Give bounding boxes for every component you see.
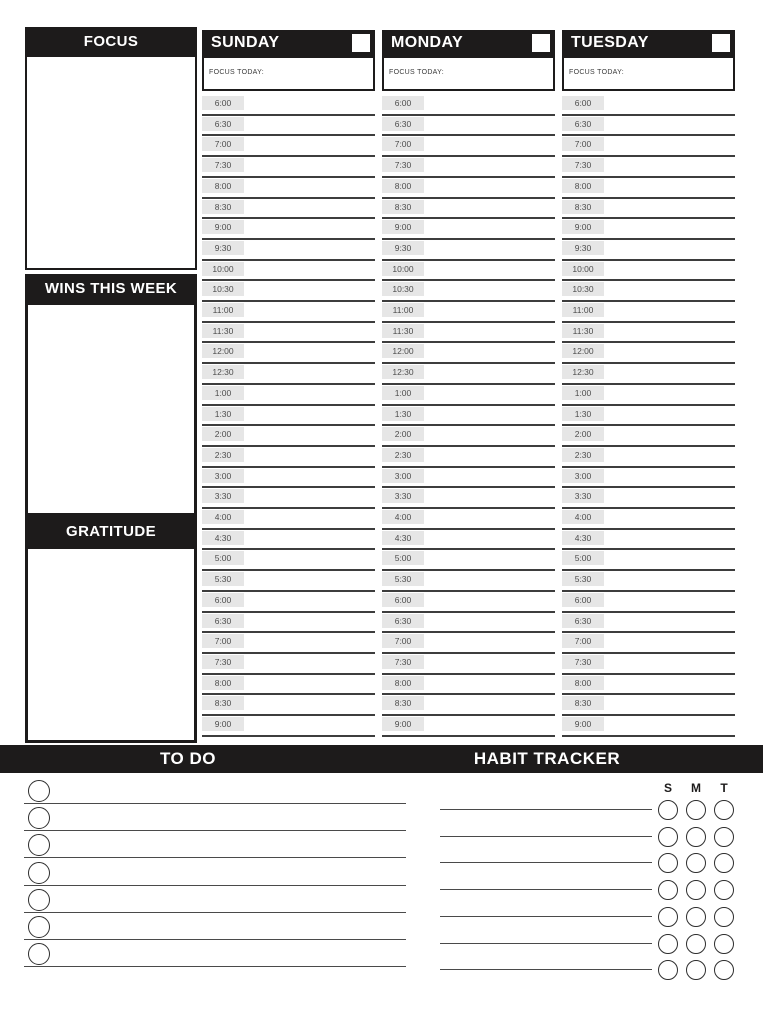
- day-header: [382, 30, 555, 56]
- time-slot-list: [382, 95, 555, 737]
- time-slot[interactable]: [202, 695, 375, 716]
- time-slot[interactable]: [562, 261, 735, 282]
- time-label: 1:00: [382, 386, 424, 400]
- time-slot[interactable]: [202, 509, 375, 530]
- gratitude-section-header: [25, 516, 197, 546]
- habit-day-initial-t: T: [720, 781, 728, 795]
- time-label: 9:00: [562, 717, 604, 731]
- time-label: 6:00: [202, 593, 244, 607]
- time-slot[interactable]: [562, 302, 735, 323]
- todo-checkbox-circle[interactable]: [28, 916, 50, 938]
- time-label: 6:30: [382, 117, 424, 131]
- time-label: 6:30: [562, 614, 604, 628]
- time-slot[interactable]: [202, 716, 375, 737]
- time-slot[interactable]: [202, 240, 375, 261]
- habit-check-circle-t[interactable]: [714, 960, 734, 980]
- time-label: 2:00: [562, 427, 604, 441]
- time-label: 8:00: [562, 676, 604, 690]
- habit-entry-line[interactable]: [440, 809, 652, 810]
- time-label: 3:30: [382, 489, 424, 503]
- time-label: 7:30: [562, 655, 604, 669]
- time-slot[interactable]: [202, 261, 375, 282]
- habit-check-circle-m[interactable]: [686, 907, 706, 927]
- time-slot[interactable]: [562, 550, 735, 571]
- time-slot[interactable]: [562, 323, 735, 344]
- time-slot[interactable]: [202, 178, 375, 199]
- habit-check-circle-s[interactable]: [658, 960, 678, 980]
- time-label: 6:30: [382, 614, 424, 628]
- time-label: 9:00: [382, 717, 424, 731]
- habit-check-circle-m[interactable]: [686, 960, 706, 980]
- habit-check-circle-s[interactable]: [658, 934, 678, 954]
- time-label: 9:00: [562, 220, 604, 234]
- time-slot[interactable]: [382, 488, 555, 509]
- time-slot[interactable]: [202, 364, 375, 385]
- time-slot[interactable]: [202, 323, 375, 344]
- gratitude-notes-box[interactable]: [25, 546, 197, 743]
- time-label: 4:00: [382, 510, 424, 524]
- time-slot[interactable]: [562, 343, 735, 364]
- habit-check-circle-m[interactable]: [686, 827, 706, 847]
- day-name-label: SUNDAY: [211, 34, 280, 51]
- time-label: 3:00: [562, 469, 604, 483]
- time-label: 4:30: [562, 531, 604, 545]
- time-label: 4:30: [382, 531, 424, 545]
- time-label: 12:30: [202, 365, 244, 379]
- habit-day-initial-m: M: [691, 781, 701, 795]
- time-slot[interactable]: [202, 633, 375, 654]
- todo-entry-line[interactable]: [24, 966, 406, 967]
- time-slot[interactable]: [382, 281, 555, 302]
- time-label: 7:00: [202, 634, 244, 648]
- habit-check-circle-s[interactable]: [658, 907, 678, 927]
- time-slot[interactable]: [382, 343, 555, 364]
- time-slot[interactable]: [382, 426, 555, 447]
- time-label: 8:30: [562, 696, 604, 710]
- time-slot[interactable]: [202, 571, 375, 592]
- time-label: 1:00: [202, 386, 244, 400]
- time-slot[interactable]: [562, 240, 735, 261]
- time-slot[interactable]: [562, 157, 735, 178]
- time-label: 5:30: [562, 572, 604, 586]
- time-label: 2:30: [562, 448, 604, 462]
- time-slot[interactable]: [562, 571, 735, 592]
- gratitude-section-title: GRATITUDE: [66, 522, 156, 540]
- time-label: 6:30: [562, 117, 604, 131]
- time-slot[interactable]: [562, 716, 735, 737]
- day-header: [202, 30, 375, 56]
- time-slot[interactable]: [382, 178, 555, 199]
- time-slot[interactable]: [562, 199, 735, 220]
- habit-check-circle-s[interactable]: [658, 853, 678, 873]
- time-slot[interactable]: [562, 281, 735, 302]
- time-label: 8:30: [382, 696, 424, 710]
- time-slot[interactable]: [382, 323, 555, 344]
- focus-section-title: FOCUS: [83, 32, 139, 50]
- time-label: 8:00: [382, 676, 424, 690]
- time-label: 1:30: [562, 407, 604, 421]
- time-slot[interactable]: [202, 406, 375, 427]
- habit-check-circle-m[interactable]: [686, 800, 706, 820]
- time-slot[interactable]: [202, 530, 375, 551]
- time-slot[interactable]: [382, 571, 555, 592]
- time-label: 9:00: [202, 220, 244, 234]
- todo-entry-line[interactable]: [24, 803, 406, 804]
- bottom-section-header-bar: [0, 745, 763, 773]
- time-slot[interactable]: [202, 426, 375, 447]
- time-label: 6:00: [382, 96, 424, 110]
- habit-entry-line[interactable]: [440, 862, 652, 863]
- time-slot[interactable]: [382, 654, 555, 675]
- time-slot[interactable]: [202, 281, 375, 302]
- habit-tracker-section-title: HABIT TRACKER: [473, 749, 621, 768]
- time-label: 9:30: [382, 241, 424, 255]
- time-label: 7:30: [562, 158, 604, 172]
- time-label: 11:30: [202, 324, 244, 338]
- time-slot[interactable]: [202, 219, 375, 240]
- day-column-sunday: [202, 30, 375, 737]
- habit-entry-line[interactable]: [440, 969, 652, 970]
- todo-checkbox-circle[interactable]: [28, 780, 50, 802]
- time-slot[interactable]: [562, 116, 735, 137]
- time-label: 12:00: [562, 344, 604, 358]
- focus-today-label: FOCUS TODAY:: [569, 69, 624, 76]
- time-label: 10:30: [562, 282, 604, 296]
- day-complete-checkbox[interactable]: [712, 34, 730, 52]
- day-name-label: TUESDAY: [571, 34, 649, 51]
- time-slot[interactable]: [562, 406, 735, 427]
- time-label: 9:30: [562, 241, 604, 255]
- time-slot[interactable]: [382, 302, 555, 323]
- time-label: 12:00: [202, 344, 244, 358]
- time-slot[interactable]: [382, 364, 555, 385]
- todo-entry-line[interactable]: [24, 912, 406, 913]
- time-label: 6:00: [562, 593, 604, 607]
- todo-checkbox-circle[interactable]: [28, 862, 50, 884]
- focus-section-header: [25, 27, 197, 55]
- time-label: 11:00: [202, 303, 244, 317]
- todo-checkbox-circle[interactable]: [28, 807, 50, 829]
- time-slot[interactable]: [202, 675, 375, 696]
- time-label: 8:30: [382, 200, 424, 214]
- habit-day-initial-s: S: [663, 781, 673, 795]
- time-label: 6:00: [562, 96, 604, 110]
- todo-entry-line[interactable]: [24, 830, 406, 831]
- habit-check-circle-t[interactable]: [714, 853, 734, 873]
- habit-check-circle-s[interactable]: [658, 880, 678, 900]
- time-label: 6:30: [202, 117, 244, 131]
- time-slot[interactable]: [562, 488, 735, 509]
- time-slot[interactable]: [202, 654, 375, 675]
- time-slot[interactable]: [382, 219, 555, 240]
- todo-checkbox-circle[interactable]: [28, 943, 50, 965]
- time-label: 2:30: [382, 448, 424, 462]
- time-slot[interactable]: [562, 530, 735, 551]
- todo-checkbox-circle[interactable]: [28, 834, 50, 856]
- time-label: 8:00: [202, 179, 244, 193]
- time-label: 1:00: [562, 386, 604, 400]
- time-slot[interactable]: [202, 613, 375, 634]
- time-label: 6:00: [202, 96, 244, 110]
- time-label: 6:00: [382, 593, 424, 607]
- time-slot[interactable]: [562, 95, 735, 116]
- time-label: 7:00: [382, 137, 424, 151]
- time-label: 10:30: [202, 282, 244, 296]
- time-slot[interactable]: [202, 468, 375, 489]
- todo-checkbox-circle[interactable]: [28, 889, 50, 911]
- time-slot[interactable]: [382, 695, 555, 716]
- time-slot[interactable]: [382, 447, 555, 468]
- time-slot[interactable]: [382, 550, 555, 571]
- day-column-monday: [382, 30, 555, 737]
- habit-check-circle-t[interactable]: [714, 880, 734, 900]
- time-slot[interactable]: [562, 426, 735, 447]
- todo-entry-line[interactable]: [24, 857, 406, 858]
- time-slot[interactable]: [562, 654, 735, 675]
- focus-notes-box[interactable]: [25, 55, 197, 270]
- time-slot[interactable]: [382, 199, 555, 220]
- day-complete-checkbox[interactable]: [532, 34, 550, 52]
- time-label: 7:00: [202, 137, 244, 151]
- time-label: 10:00: [562, 262, 604, 276]
- time-slot[interactable]: [382, 95, 555, 116]
- time-slot[interactable]: [562, 447, 735, 468]
- time-slot-list: [202, 95, 375, 737]
- time-slot[interactable]: [382, 406, 555, 427]
- time-label: 5:30: [202, 572, 244, 586]
- wins-section-header: [25, 274, 197, 302]
- habit-check-circle-t[interactable]: [714, 827, 734, 847]
- time-slot[interactable]: [382, 633, 555, 654]
- time-label: 3:30: [562, 489, 604, 503]
- time-label: 4:00: [562, 510, 604, 524]
- time-label: 9:00: [202, 717, 244, 731]
- time-label: 10:30: [382, 282, 424, 296]
- time-slot[interactable]: [202, 95, 375, 116]
- focus-today-label: FOCUS TODAY:: [389, 69, 444, 76]
- habit-check-circle-s[interactable]: [658, 827, 678, 847]
- time-slot[interactable]: [202, 302, 375, 323]
- time-slot[interactable]: [562, 592, 735, 613]
- todo-entry-line[interactable]: [24, 939, 406, 940]
- time-label: 7:30: [382, 158, 424, 172]
- time-label: 7:30: [382, 655, 424, 669]
- time-slot[interactable]: [382, 613, 555, 634]
- time-label: 5:00: [382, 551, 424, 565]
- time-label: 9:00: [382, 220, 424, 234]
- time-slot[interactable]: [562, 136, 735, 157]
- todo-entry-line[interactable]: [24, 885, 406, 886]
- habit-check-circle-t[interactable]: [714, 934, 734, 954]
- time-label: 3:30: [202, 489, 244, 503]
- day-complete-checkbox[interactable]: [352, 34, 370, 52]
- time-slot[interactable]: [562, 613, 735, 634]
- time-slot[interactable]: [562, 219, 735, 240]
- time-slot[interactable]: [562, 468, 735, 489]
- time-label: 8:00: [382, 179, 424, 193]
- habit-check-circle-t[interactable]: [714, 800, 734, 820]
- habit-entry-line[interactable]: [440, 943, 652, 944]
- time-label: 12:30: [562, 365, 604, 379]
- time-slot[interactable]: [382, 592, 555, 613]
- time-slot[interactable]: [562, 675, 735, 696]
- time-label: 10:00: [382, 262, 424, 276]
- time-label: 3:00: [382, 469, 424, 483]
- day-column-tuesday: [562, 30, 735, 737]
- time-label: 7:00: [382, 634, 424, 648]
- habit-check-circle-m[interactable]: [686, 934, 706, 954]
- habit-check-circle-m[interactable]: [686, 880, 706, 900]
- time-slot[interactable]: [382, 468, 555, 489]
- time-label: 12:00: [382, 344, 424, 358]
- time-slot[interactable]: [202, 199, 375, 220]
- time-label: 12:30: [382, 365, 424, 379]
- focus-today-box[interactable]: [382, 56, 555, 91]
- time-slot[interactable]: [202, 157, 375, 178]
- time-slot[interactable]: [562, 385, 735, 406]
- time-slot[interactable]: [202, 136, 375, 157]
- time-slot[interactable]: [382, 157, 555, 178]
- time-label: 2:00: [382, 427, 424, 441]
- time-slot[interactable]: [562, 695, 735, 716]
- habit-check-circle-s[interactable]: [658, 800, 678, 820]
- time-label: 7:30: [202, 655, 244, 669]
- time-label: 1:30: [202, 407, 244, 421]
- time-label: 5:30: [382, 572, 424, 586]
- time-label: 2:30: [202, 448, 244, 462]
- focus-today-box[interactable]: [202, 56, 375, 91]
- habit-entry-line[interactable]: [440, 916, 652, 917]
- time-label: 8:00: [202, 676, 244, 690]
- time-label: 6:30: [202, 614, 244, 628]
- focus-today-label: FOCUS TODAY:: [209, 69, 264, 76]
- time-label: 7:00: [562, 137, 604, 151]
- time-slot[interactable]: [382, 116, 555, 137]
- time-label: 5:00: [562, 551, 604, 565]
- time-label: 1:30: [382, 407, 424, 421]
- habit-check-circle-m[interactable]: [686, 853, 706, 873]
- time-label: 11:30: [562, 324, 604, 338]
- time-label: 7:00: [562, 634, 604, 648]
- time-slot[interactable]: [382, 675, 555, 696]
- habit-check-circle-t[interactable]: [714, 907, 734, 927]
- time-slot[interactable]: [382, 385, 555, 406]
- time-slot[interactable]: [202, 116, 375, 137]
- time-slot[interactable]: [382, 261, 555, 282]
- time-label: 5:00: [202, 551, 244, 565]
- time-slot-list: [562, 95, 735, 737]
- time-slot[interactable]: [562, 633, 735, 654]
- todo-section-title: TO DO: [159, 749, 217, 768]
- wins-notes-box[interactable]: [25, 302, 197, 516]
- time-slot[interactable]: [382, 136, 555, 157]
- time-slot[interactable]: [202, 488, 375, 509]
- time-label: 4:00: [202, 510, 244, 524]
- time-label: 2:00: [202, 427, 244, 441]
- time-label: 9:30: [202, 241, 244, 255]
- time-label: 11:00: [562, 303, 604, 317]
- time-slot[interactable]: [382, 716, 555, 737]
- time-label: 8:30: [202, 696, 244, 710]
- time-slot[interactable]: [202, 447, 375, 468]
- day-header: [562, 30, 735, 56]
- day-name-label: MONDAY: [391, 34, 464, 51]
- time-slot[interactable]: [382, 240, 555, 261]
- time-label: 3:00: [202, 469, 244, 483]
- focus-today-box[interactable]: [562, 56, 735, 91]
- time-label: 4:30: [202, 531, 244, 545]
- time-label: 11:00: [382, 303, 424, 317]
- time-slot[interactable]: [202, 592, 375, 613]
- time-label: 8:00: [562, 179, 604, 193]
- habit-entry-line[interactable]: [440, 889, 652, 890]
- time-slot[interactable]: [562, 364, 735, 385]
- time-slot[interactable]: [382, 509, 555, 530]
- wins-section-title: WINS THIS WEEK: [44, 279, 178, 297]
- time-slot[interactable]: [202, 550, 375, 571]
- time-slot[interactable]: [562, 509, 735, 530]
- time-label: 7:30: [202, 158, 244, 172]
- time-label: 8:30: [562, 200, 604, 214]
- time-slot[interactable]: [562, 178, 735, 199]
- time-slot[interactable]: [202, 385, 375, 406]
- habit-entry-line[interactable]: [440, 836, 652, 837]
- time-label: 11:30: [382, 324, 424, 338]
- time-label: 10:00: [202, 262, 244, 276]
- time-slot[interactable]: [202, 343, 375, 364]
- time-slot[interactable]: [382, 530, 555, 551]
- time-label: 8:30: [202, 200, 244, 214]
